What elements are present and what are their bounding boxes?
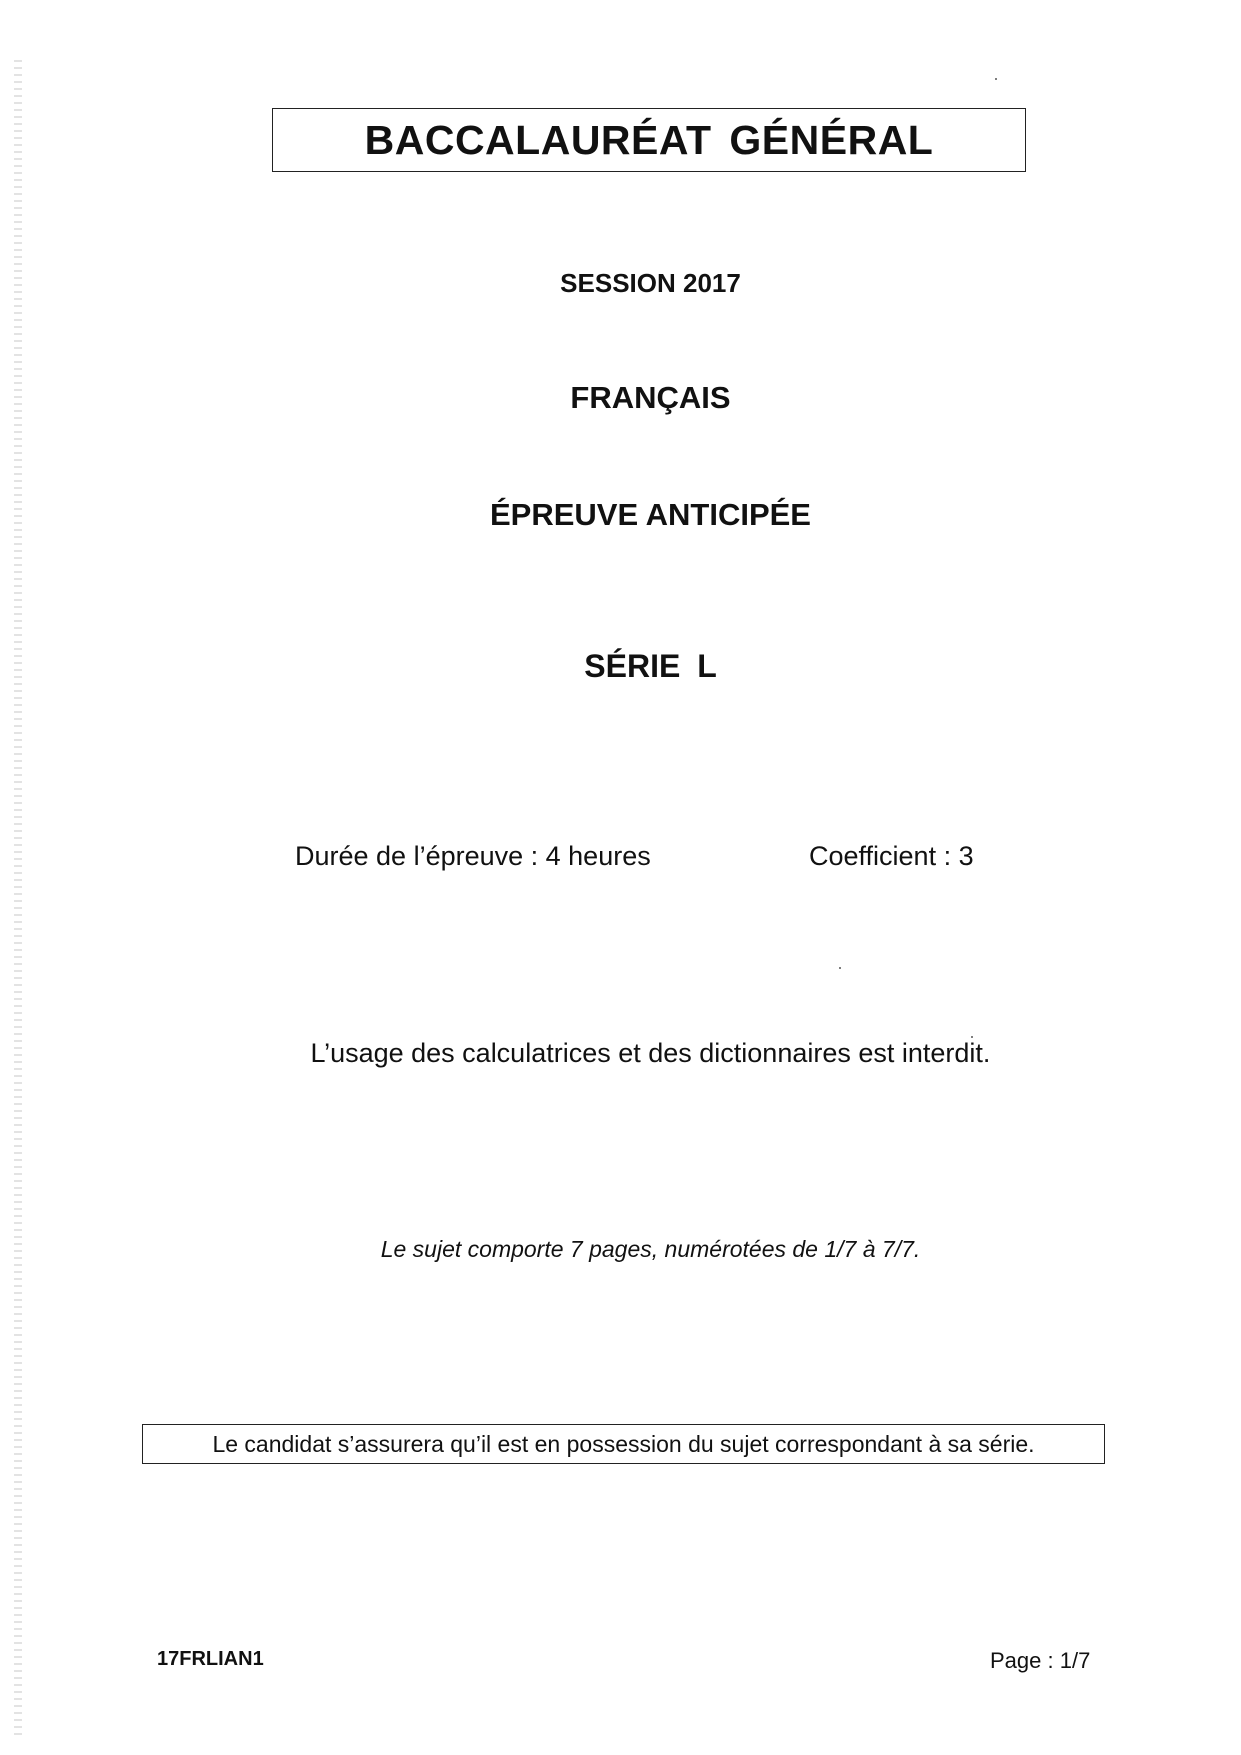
- candidate-notice-text: Le candidat s’assurera qu’il est en possession du sujet correspondant à sa série.: [212, 1430, 1035, 1457]
- duration-text: Durée de l’épreuve : 4 heures: [295, 841, 651, 871]
- tools-rule-text: L’usage des calculatrices et des dictionnaires est interdit.: [310, 1038, 991, 1068]
- scan-speck: [995, 78, 997, 80]
- subject-label: FRANÇAIS: [570, 380, 731, 415]
- series-label: SÉRIE L: [584, 648, 717, 684]
- scan-speck: [971, 1036, 973, 1038]
- session-label: SESSION 2017: [560, 268, 741, 298]
- exam-type-label: ÉPREUVE ANTICIPÉE: [490, 497, 811, 532]
- subject-code: 17FRLIAN1: [157, 1648, 264, 1670]
- page-number: Page : 1/7: [990, 1648, 1091, 1673]
- scan-speck: [839, 967, 841, 969]
- document-title: BACCALAURÉAT GÉNÉRAL: [364, 116, 934, 163]
- scan-edge-artifact: [14, 60, 22, 1740]
- coefficient-text: Coefficient : 3: [809, 841, 974, 871]
- candidate-notice-box: [142, 1424, 1105, 1464]
- pages-note: Le sujet comporte 7 pages, numérotées de 1/7 à 7/7.: [380, 1236, 921, 1262]
- title-box: [272, 108, 1026, 172]
